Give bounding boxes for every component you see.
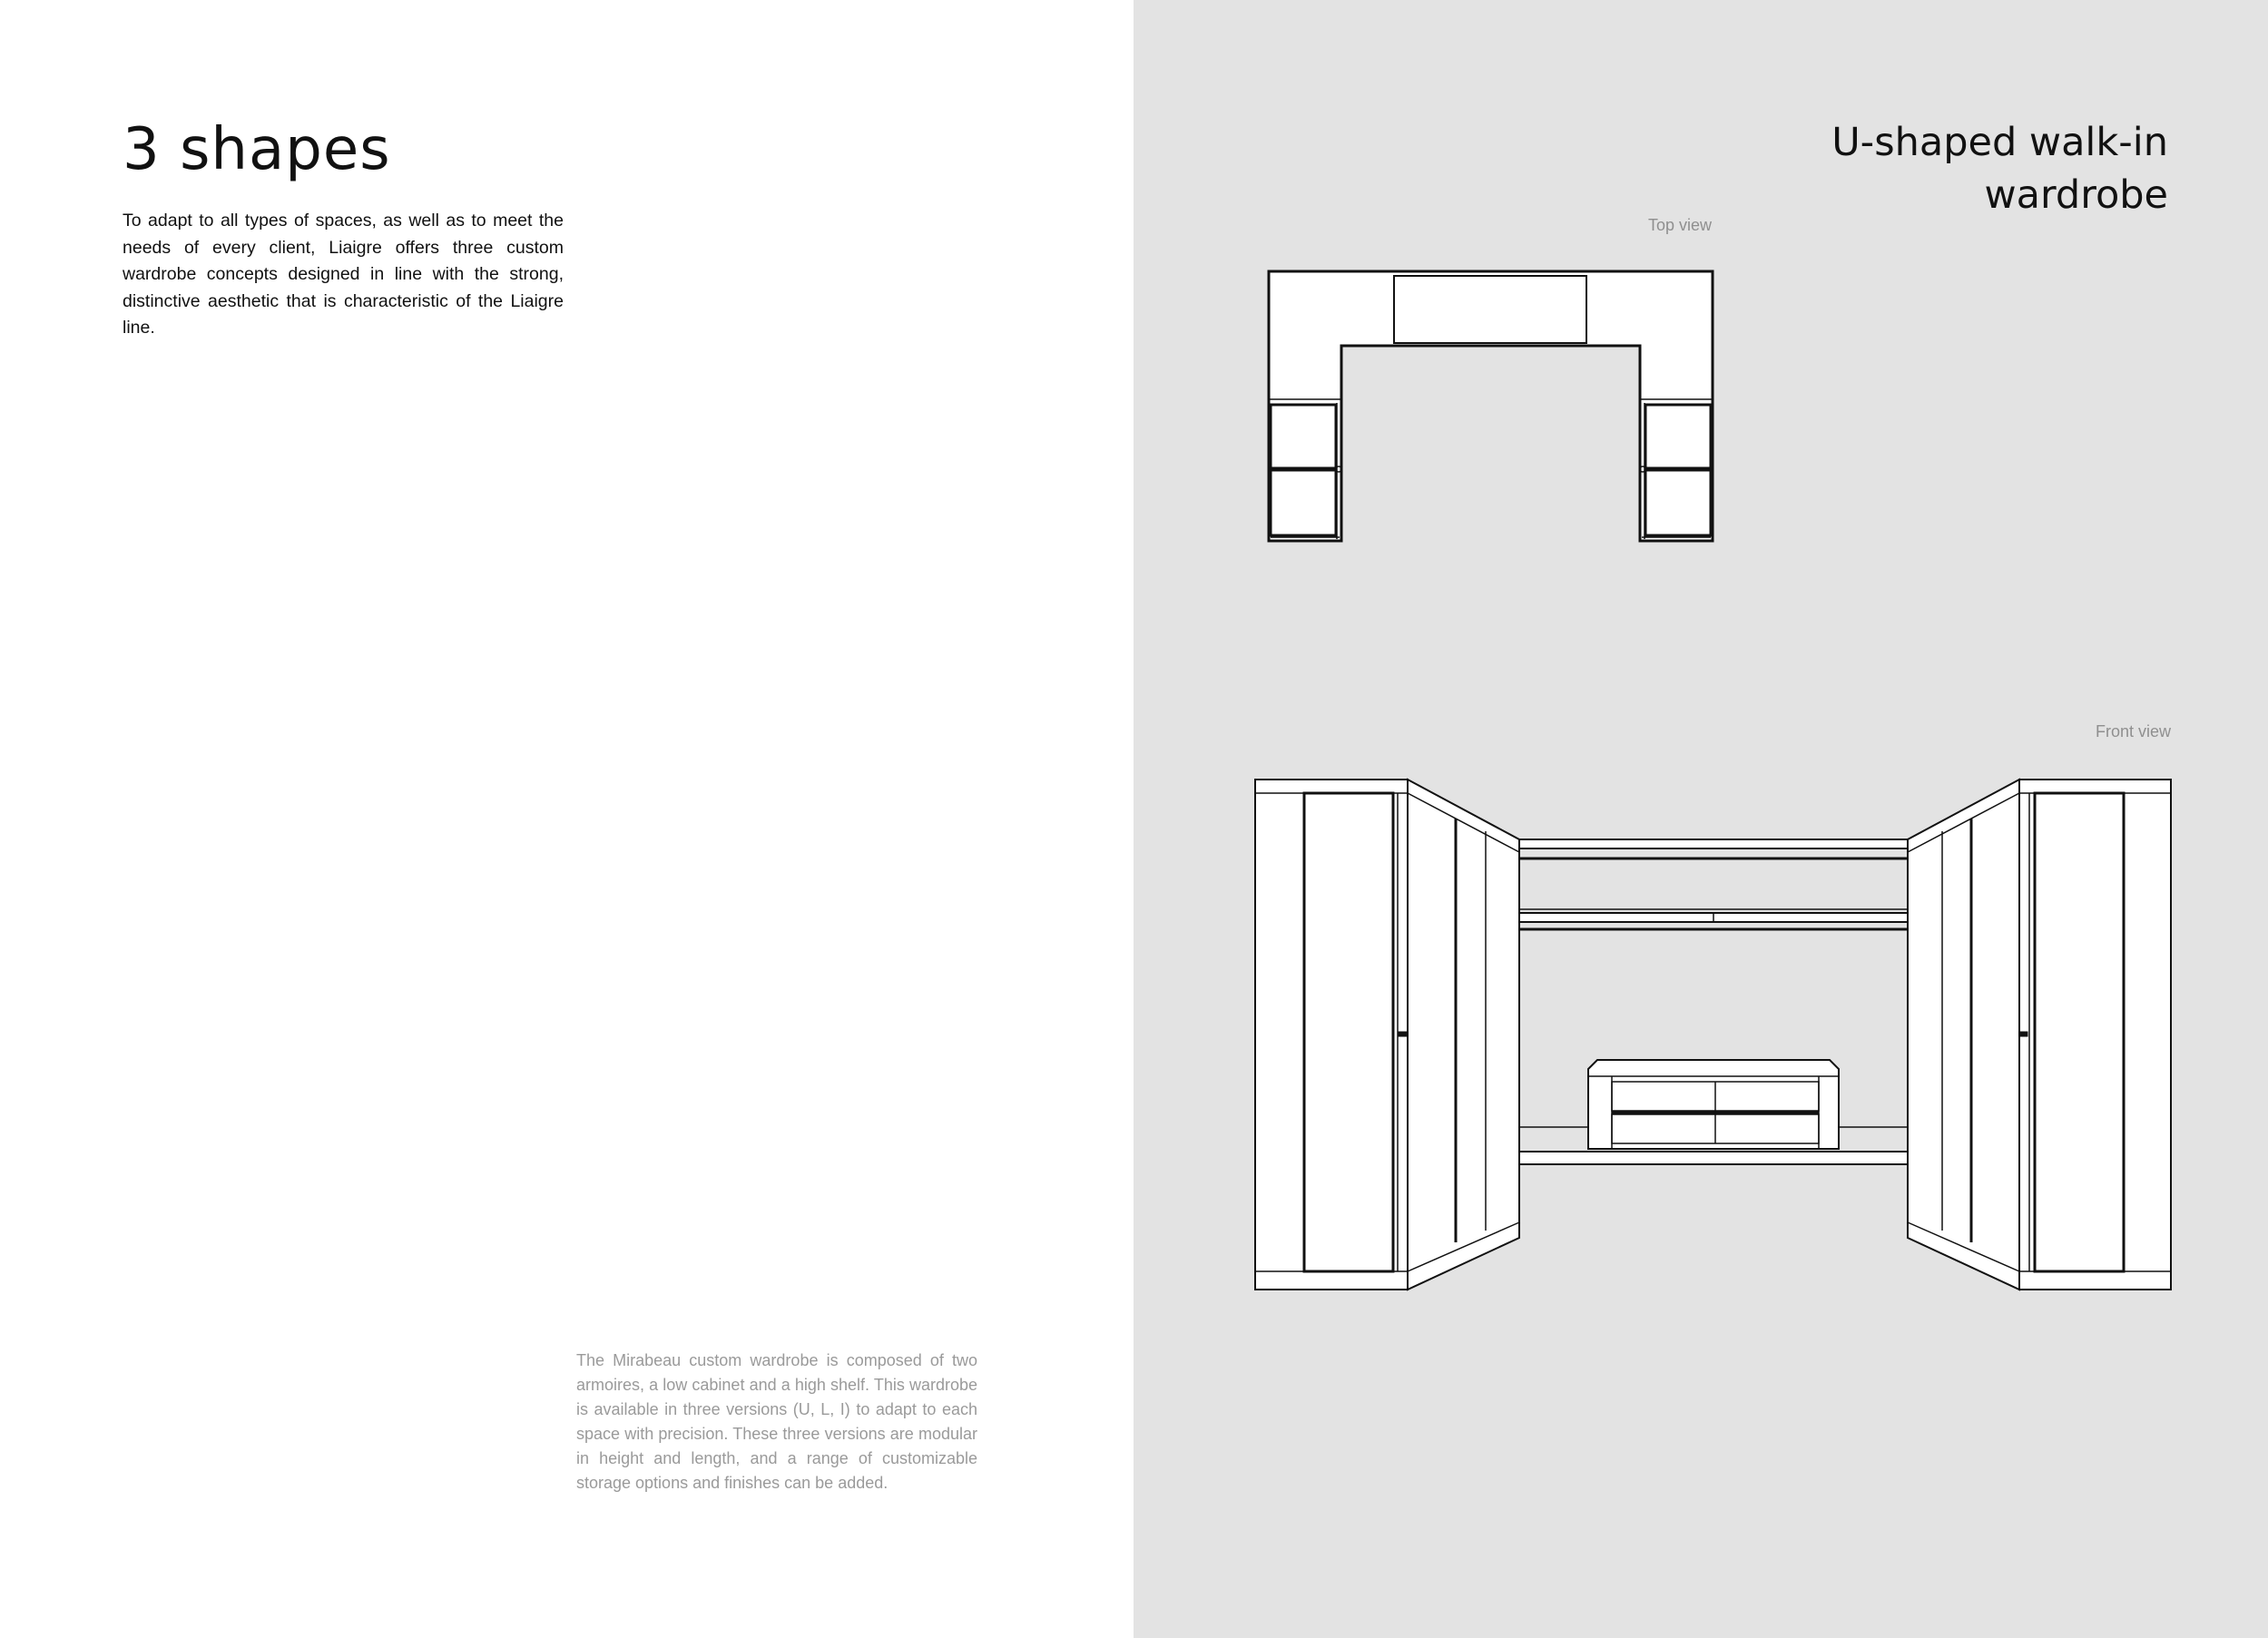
top-view-label: Top view	[1648, 216, 1713, 234]
front-high-shelf	[1519, 839, 1908, 848]
intro-paragraph: To adapt to all types of spaces, as well as to meet the needs of every client, Liaigre offers three custom wardrobe concepts designed in line with the strong, distinctive aesthetic that is characteristic of the Liaigre line.	[123, 211, 564, 338]
caption-paragraph: The Mirabeau custom wardrobe is composed of two armoires, a low cabinet and a high shelf. This wardrobe is available in three versions (U, L, I) to adapt to each space with precision. These three versions are modular in height and length, and a range of customizable storage options and finishes can be added.	[576, 1351, 977, 1492]
top-view-drawing	[1266, 269, 1720, 550]
front-right-angle	[1908, 780, 2019, 1290]
front-low-cabinet	[1588, 1060, 1839, 1149]
front-left-angle	[1408, 780, 1519, 1290]
front-right-armoire	[2019, 780, 2171, 1290]
front-left-armoire	[1255, 780, 1408, 1290]
top-view-back-cabinet	[1394, 276, 1586, 343]
page-heading: 3 shapes	[123, 116, 391, 183]
front-view-drawing	[1252, 777, 2174, 1294]
shape-title: U-shaped walk-in wardrobe	[1831, 120, 2168, 218]
front-view-label: Front view	[2095, 722, 2171, 741]
